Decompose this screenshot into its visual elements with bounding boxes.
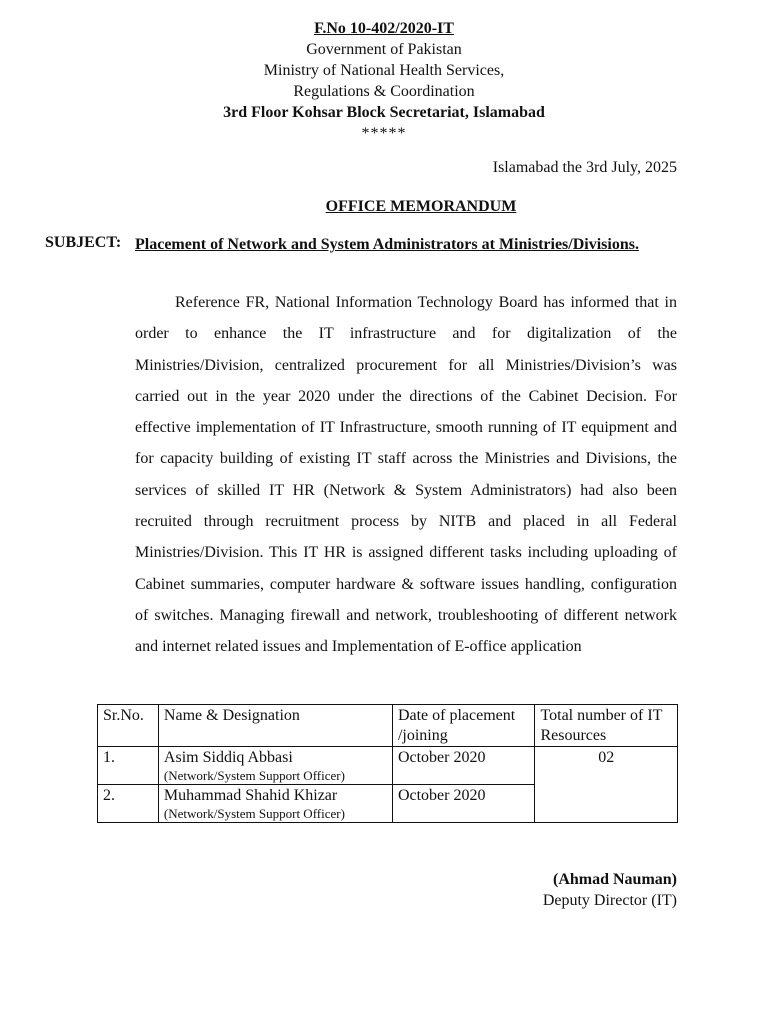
signatory-name: (Ahmad Nauman): [552, 871, 677, 888]
ministry-name-line2: Regulations & Coordination: [293, 83, 475, 100]
table-row: [98, 747, 678, 785]
header-total-resources: Total number of IT Resources: [535, 705, 678, 747]
row-designation: (Network/System Support Officer): [163, 806, 345, 821]
header-separator: *****: [361, 125, 407, 142]
total-resources-value: 02: [535, 747, 678, 823]
row-date: October 2020: [392, 747, 535, 785]
signature-block: [543, 869, 677, 911]
ministry-name-line1: Ministry of National Health Services,: [263, 62, 505, 79]
body-paragraph: Reference FR, National Information Technology Board has informed that in order to enhance the IT infrastructure and for digitalization of the Ministries/Division, centralized procurement for all Ministries/Division’s was carried out in the year 2020 under the directions of the Cabinet Decision. For effective implementation of IT Infrastructure, smooth running of IT equipment and for capacity building of existing IT staff across the Ministries and Divisions, the services of skilled IT HR (Network & System Administrators) had also been recruited through recruitment process by NITB and placed in all Federal Ministries/Division. This IT HR is assigned different tasks including uploading of Cabinet summaries, computer hardware & software issues handling, configuration of switches. Managing firewall and network, troubleshooting of different network and internet related issues and Implementation of E-office application: [135, 294, 677, 656]
row-name-designation: [158, 785, 392, 823]
subject-label: SUBJECT:: [45, 234, 122, 251]
memo-title: OFFICE MEMORANDUM: [325, 198, 517, 215]
row-name-designation: [158, 747, 392, 785]
row-sr-no: 2.: [98, 785, 159, 823]
signatory-designation: Deputy Director (IT): [542, 892, 677, 909]
row-sr-no: 1.: [98, 747, 159, 785]
header-name-designation: Name & Designation: [158, 705, 392, 747]
government-name: Government of Pakistan: [306, 41, 462, 58]
date-line: Islamabad the 3rd July, 2025: [492, 159, 677, 176]
header-sr-no: Sr.No.: [98, 705, 159, 747]
row-date: October 2020: [392, 785, 535, 823]
it-resources-table: [97, 704, 678, 823]
row-name: Muhammad Shahid Khizar: [163, 787, 338, 804]
file-number: F.No 10-402/2020-IT: [314, 20, 454, 37]
row-name: Asim Siddiq Abbasi: [163, 749, 293, 766]
office-address: 3rd Floor Kohsar Block Secretariat, Islamabad: [223, 104, 545, 121]
header-date-placement: Date of placement /joining: [392, 705, 535, 747]
table-header-row: [98, 705, 678, 747]
letterhead: [0, 18, 768, 144]
subject-text: Placement of Network and System Administrators at Ministries/Divisions.: [135, 236, 639, 253]
row-designation: (Network/System Support Officer): [163, 768, 345, 783]
